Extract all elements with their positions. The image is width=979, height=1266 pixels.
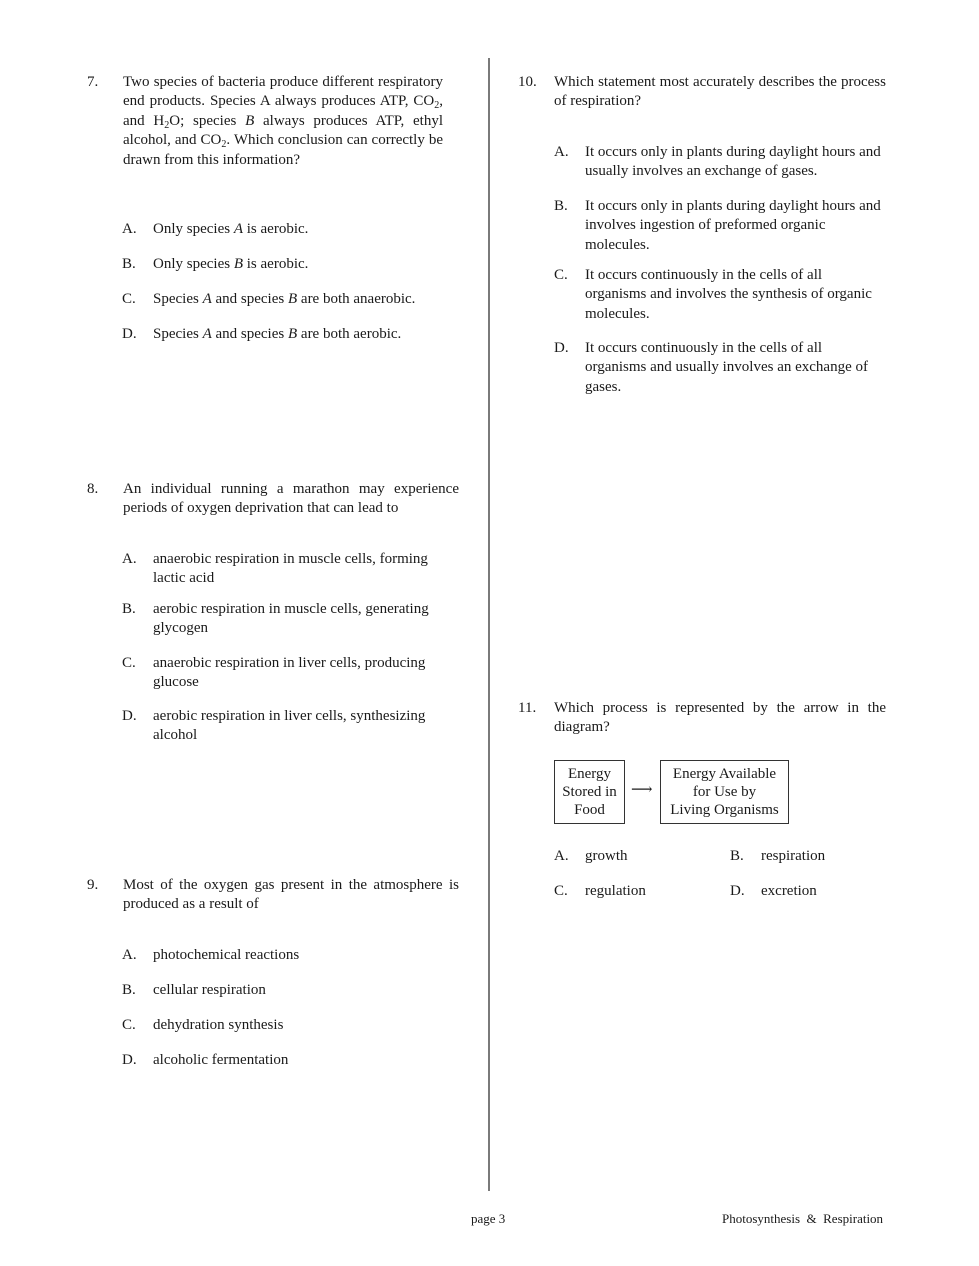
diagram-arrow-icon: ⟶: [631, 782, 653, 798]
question-stem: Which statement most accurately describes the process of respiration?: [554, 74, 886, 110]
question-stem: An individual running a marathon may experience periods of oxygen deprivation that can lead to: [123, 481, 459, 517]
diagram-box-energy-available: Energy Available for Use by Living Organisms: [660, 760, 789, 824]
question-number: 8.: [87, 481, 99, 497]
page-number: page 3: [471, 1211, 506, 1226]
question-stem: Two species of bacteria produce different respiratory end products. Species A always produces ATP, $CO_2$, and $H_2O$; species B always produces ATP, ethyl alcohol, and $CO_2$. Which conclusion can correctly be drawn from this information?: [123, 74, 443, 168]
question-stem: Most of the oxygen gas present in the atmosphere is produced as a result of: [123, 877, 459, 913]
footer-topic: Photosynthesis & Respiration: [722, 1211, 884, 1226]
question-number: 10.: [518, 74, 537, 90]
question-number: 9.: [87, 877, 99, 893]
question-stem: Which process is represented by the arrow in the diagram?: [554, 700, 886, 736]
column-divider: [488, 58, 490, 1191]
diagram-box-energy-stored: Energy Stored in Food: [554, 760, 625, 824]
question-number: 7.: [87, 74, 99, 90]
question-number: 11.: [518, 700, 537, 716]
